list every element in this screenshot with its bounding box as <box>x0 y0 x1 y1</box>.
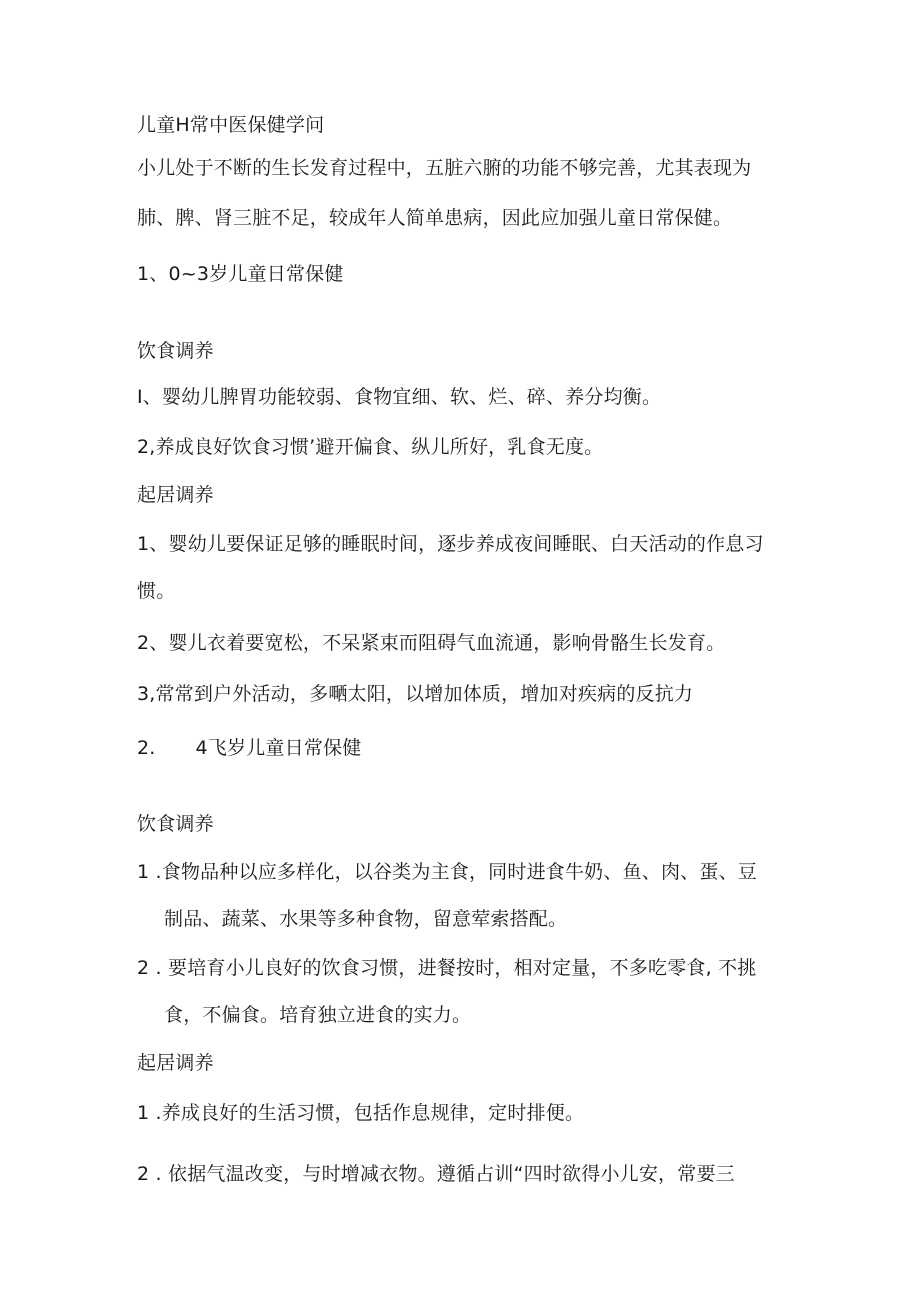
section-2-diet-item-2-line-2: 食，不偏食。培育独立进食的实力。 <box>164 1004 472 1026</box>
section-2-living-heading: 起居调养 <box>137 1052 214 1074</box>
section-2-living-item-2: 2 . 依据气温改变，与时增减衣物。遵循占训“四时欲得小儿安，常要三 <box>137 1163 735 1185</box>
section-1-living-item-1-line-1: 1、婴幼儿要保证足够的睡眠时间，逐步养成夜间睡眠、白天活动的作息习 <box>137 533 764 555</box>
section-2-diet-item-1-line-2: 制品、蔬菜、水果等多种食物，留意荤索搭配。 <box>164 908 568 930</box>
section-2-heading-text: 4飞岁儿童日常保健 <box>195 737 362 759</box>
section-1-heading: 1、0~3岁儿童日常保健 <box>137 263 344 285</box>
section-1-diet-heading: 饮食调养 <box>137 340 214 362</box>
intro-paragraph-line-1: 小儿处于不断的生长发育过程中，五脏六腑的功能不够完善，尤其表现为 <box>137 157 752 179</box>
section-2-heading-number: 2. <box>137 737 156 759</box>
section-1-diet-item-2: 2,养成良好饮食习惯’避开偏食、纵儿所好，乳食无度。 <box>137 436 604 458</box>
section-1-living-item-1-line-2: 惯。 <box>137 580 176 602</box>
section-2-living-item-1: 1 .养成良好的生活习惯，包括作息规律，定时排便。 <box>137 1102 585 1124</box>
section-1-diet-item-1: I、婴幼儿脾胃功能较弱、食物宜细、软、烂、碎、养分均衡。 <box>137 386 662 408</box>
section-1-living-item-2: 2、婴儿衣着要宽松，不呆紧束而阻碍气血流通，影响骨骼生长发育。 <box>137 632 726 654</box>
section-1-living-item-3: 3,常常到户外活动，多嗮太阳，以增加体质，增加对疾病的反抗力 <box>137 683 694 705</box>
section-1-living-heading: 起居调养 <box>137 484 214 506</box>
section-2-heading <box>137 735 361 761</box>
document-title: 儿童H常中医保健学问 <box>137 114 325 136</box>
section-2-diet-item-1-line-1: 1 .食物品种以应多样化，以谷类为主食，同时进食牛奶、鱼、肉、蛋、豆 <box>137 861 757 883</box>
section-2-diet-item-2-line-1: 2 . 要培育小儿良好的饮食习惯，进餐按时，相对定量，不多吃零食, 不挑 <box>137 957 757 979</box>
section-2-diet-heading: 饮食调养 <box>137 813 214 835</box>
intro-paragraph-line-2: 肺、脾、肾三脏不足，较成年人简单患病，因此应加强儿童日常保健。 <box>137 207 733 229</box>
